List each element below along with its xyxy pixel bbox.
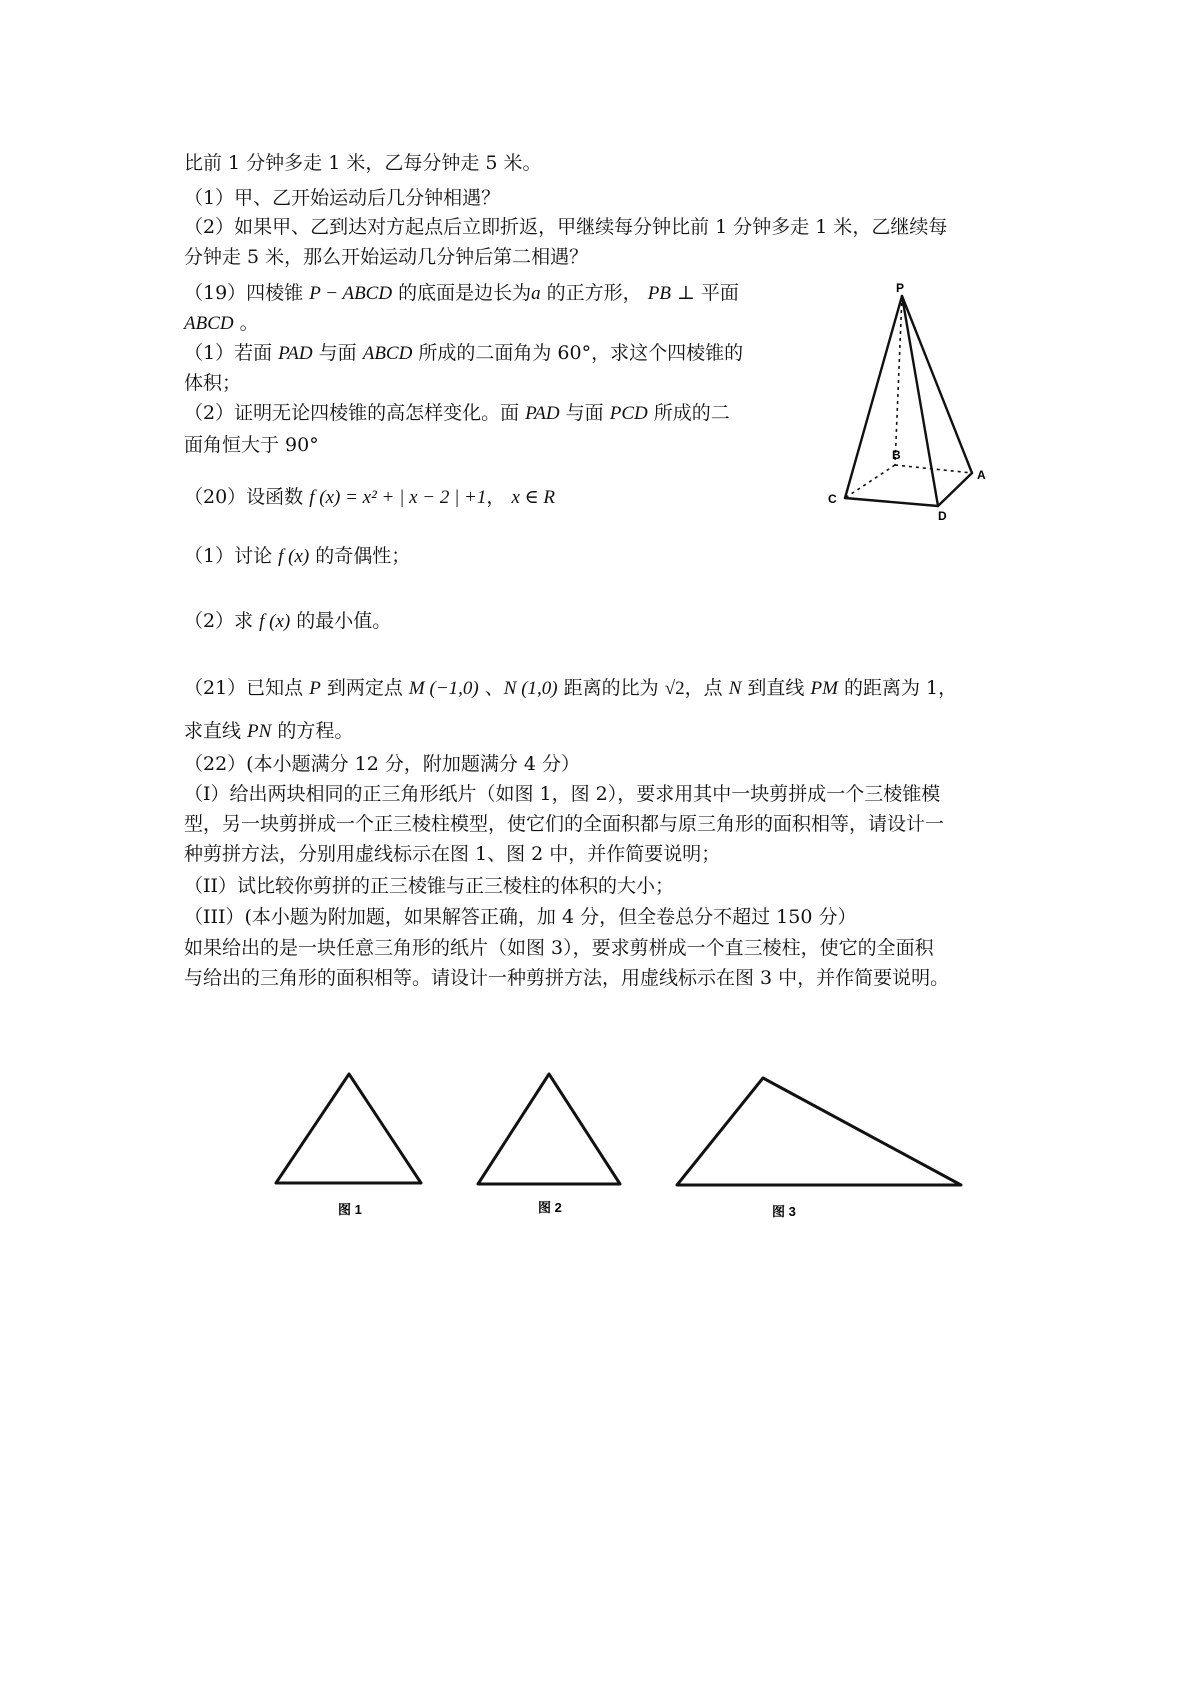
q20-function: f (x) = x² + | x − 2 | +1 [309,487,487,508]
q20-domain: x ∈ R [511,487,556,508]
q21-line-pn: PN [247,721,272,742]
q19-plane-pad: PAD [278,343,313,364]
text-line-3: （2）如果甲、乙到达对方起点后立即折返，甲继续每分钟比前 1 分钟多走 1 米，乙继续每 [184,216,948,238]
q21-line-pm: PM [810,678,838,699]
q19-text: ⊥ 平面 [670,282,739,304]
q22-part1-line-1: （I）给出两块相同的正三角形纸片（如图 1，图 2），要求用其中一块剪拼成一个三棱锥模 [184,783,941,805]
q19-plane-abcd: ABCD [362,343,413,364]
label-d: D [938,509,947,522]
q21-text: （21）已知点 [184,677,310,699]
q19-part2-line-2: 面角恒大于 90° [184,434,319,456]
q20-function-ref: f (x) [278,546,310,567]
edge-da [938,473,972,506]
q21-text: 、 [478,677,504,699]
triangle-fig-1 [276,1074,421,1183]
q19-side-length: a [531,283,541,304]
q21-sqrt: √2 [664,678,685,699]
fig-2-label: 图 2 [538,1200,562,1215]
q19-part1-line-2: 体积； [184,372,242,394]
edge-pd [902,296,938,506]
q21-text: ，点 [684,677,729,699]
q20-part1 [184,543,410,570]
fig-1-label: 图 1 [338,1202,362,1217]
q22-part2: （II）试比较你剪拼的正三棱锥与正三棱柱的体积的大小； [184,875,675,897]
q21-point-m: M (−1,0) [408,678,479,699]
triangle-fig-2 [478,1074,620,1184]
edge-pc [845,296,902,498]
q20-text: ， [486,486,512,508]
text-line-2: （1）甲、乙开始运动后几分钟相遇？ [184,187,501,209]
label-p: P [896,282,905,295]
q19-text: 的正方形， [540,282,648,304]
q19-text: 所成的二面角为 60°，求这个四棱锥的 [412,342,744,364]
q22-header: （22）(本小题满分 12 分，附加题满分 4 分） [184,753,581,775]
q22-part1-line-2: 型，另一块剪拼成一个正三棱柱模型，使它们的全面积都与原三角形的面积相等，请设计一 [184,813,945,835]
q21-text: 距离的比为 [557,677,665,699]
q20-line [184,484,555,511]
q19-text: 所成的二 [647,402,730,424]
q20-part2 [184,608,391,635]
q20-text: 的最小值。 [290,610,392,632]
q20-function-ref: f (x) [259,611,291,632]
q22-part3-header: （III）(本小题为附加题，如果解答正确，加 4 分，但全卷总分不超过 150 分） [184,906,857,928]
q19-part2-line-1 [184,400,730,427]
q19-text: 与面 [312,342,363,364]
q19-text: （2）证明无论四棱锥的高怎样变化。面 [184,402,526,424]
q22-part3-line-2: 与给出的三角形的面积相等。请设计一种剪拼方法，用虚线标示在图 3 中，并作简要说明。 [184,967,950,989]
label-c: C [828,492,837,506]
triangle-figures [250,1060,980,1230]
q19-text: 与面 [559,402,610,424]
q21-text: 求直线 [184,720,248,742]
edge-pa [902,296,972,473]
q21-text: 的距离为 1， [837,677,958,699]
q20-text: （2）求 [184,610,260,632]
q21-line-2 [184,718,353,745]
q21-line-1 [184,675,957,702]
label-b: B [892,448,901,462]
q20-text: 的奇偶性； [309,545,411,567]
label-a: A [977,468,986,482]
q19-edge-pb: PB [647,283,671,304]
q19-text: （19）四棱锥 [184,282,310,304]
text-line-4: 分钟走 5 米，那么开始运动几分钟后第二相遇？ [184,246,589,268]
q19-text: 的底面是边长为 [392,282,532,304]
pyramid-figure [820,282,1020,522]
q19-plane-abcd: ABCD [184,313,234,334]
q19-text: （1）若面 [184,342,279,364]
q19-line-2 [184,310,259,337]
q19-part1-line-1 [184,340,743,367]
triangle-fig-3 [677,1078,961,1185]
edge-ba-hidden [895,465,972,473]
q19-plane-pad: PAD [525,403,560,424]
q21-point-n: N (1,0) [503,678,558,699]
q21-text: 到直线 [741,677,811,699]
fig-3-label: 图 3 [772,1204,796,1219]
q22-part3-line-1: 如果给出的是一块任意三角形的纸片（如图 3），要求剪栟成一个直三棱柱，使它的全面积 [184,937,934,959]
q19-text: 。 [233,312,259,334]
text-line-1: 比前 1 分钟多走 1 米，乙每分钟走 5 米。 [184,152,542,174]
q21-point-n: N [728,678,742,699]
q20-text: （20）设函数 [184,486,310,508]
q19-plane-pcd: PCD [609,403,648,424]
edge-cd [845,498,938,506]
q20-text: （1）讨论 [184,545,279,567]
q21-text: 到两定点 [320,677,409,699]
q22-part1-line-3: 种剪拼方法，分别用虚线标示在图 1、图 2 中，并作简要说明； [184,843,721,865]
q19-line-1 [184,280,739,307]
q21-point-p: P [309,678,321,699]
q21-text: 的方程。 [271,720,354,742]
q19-pyramid-name: P − ABCD [309,283,393,304]
